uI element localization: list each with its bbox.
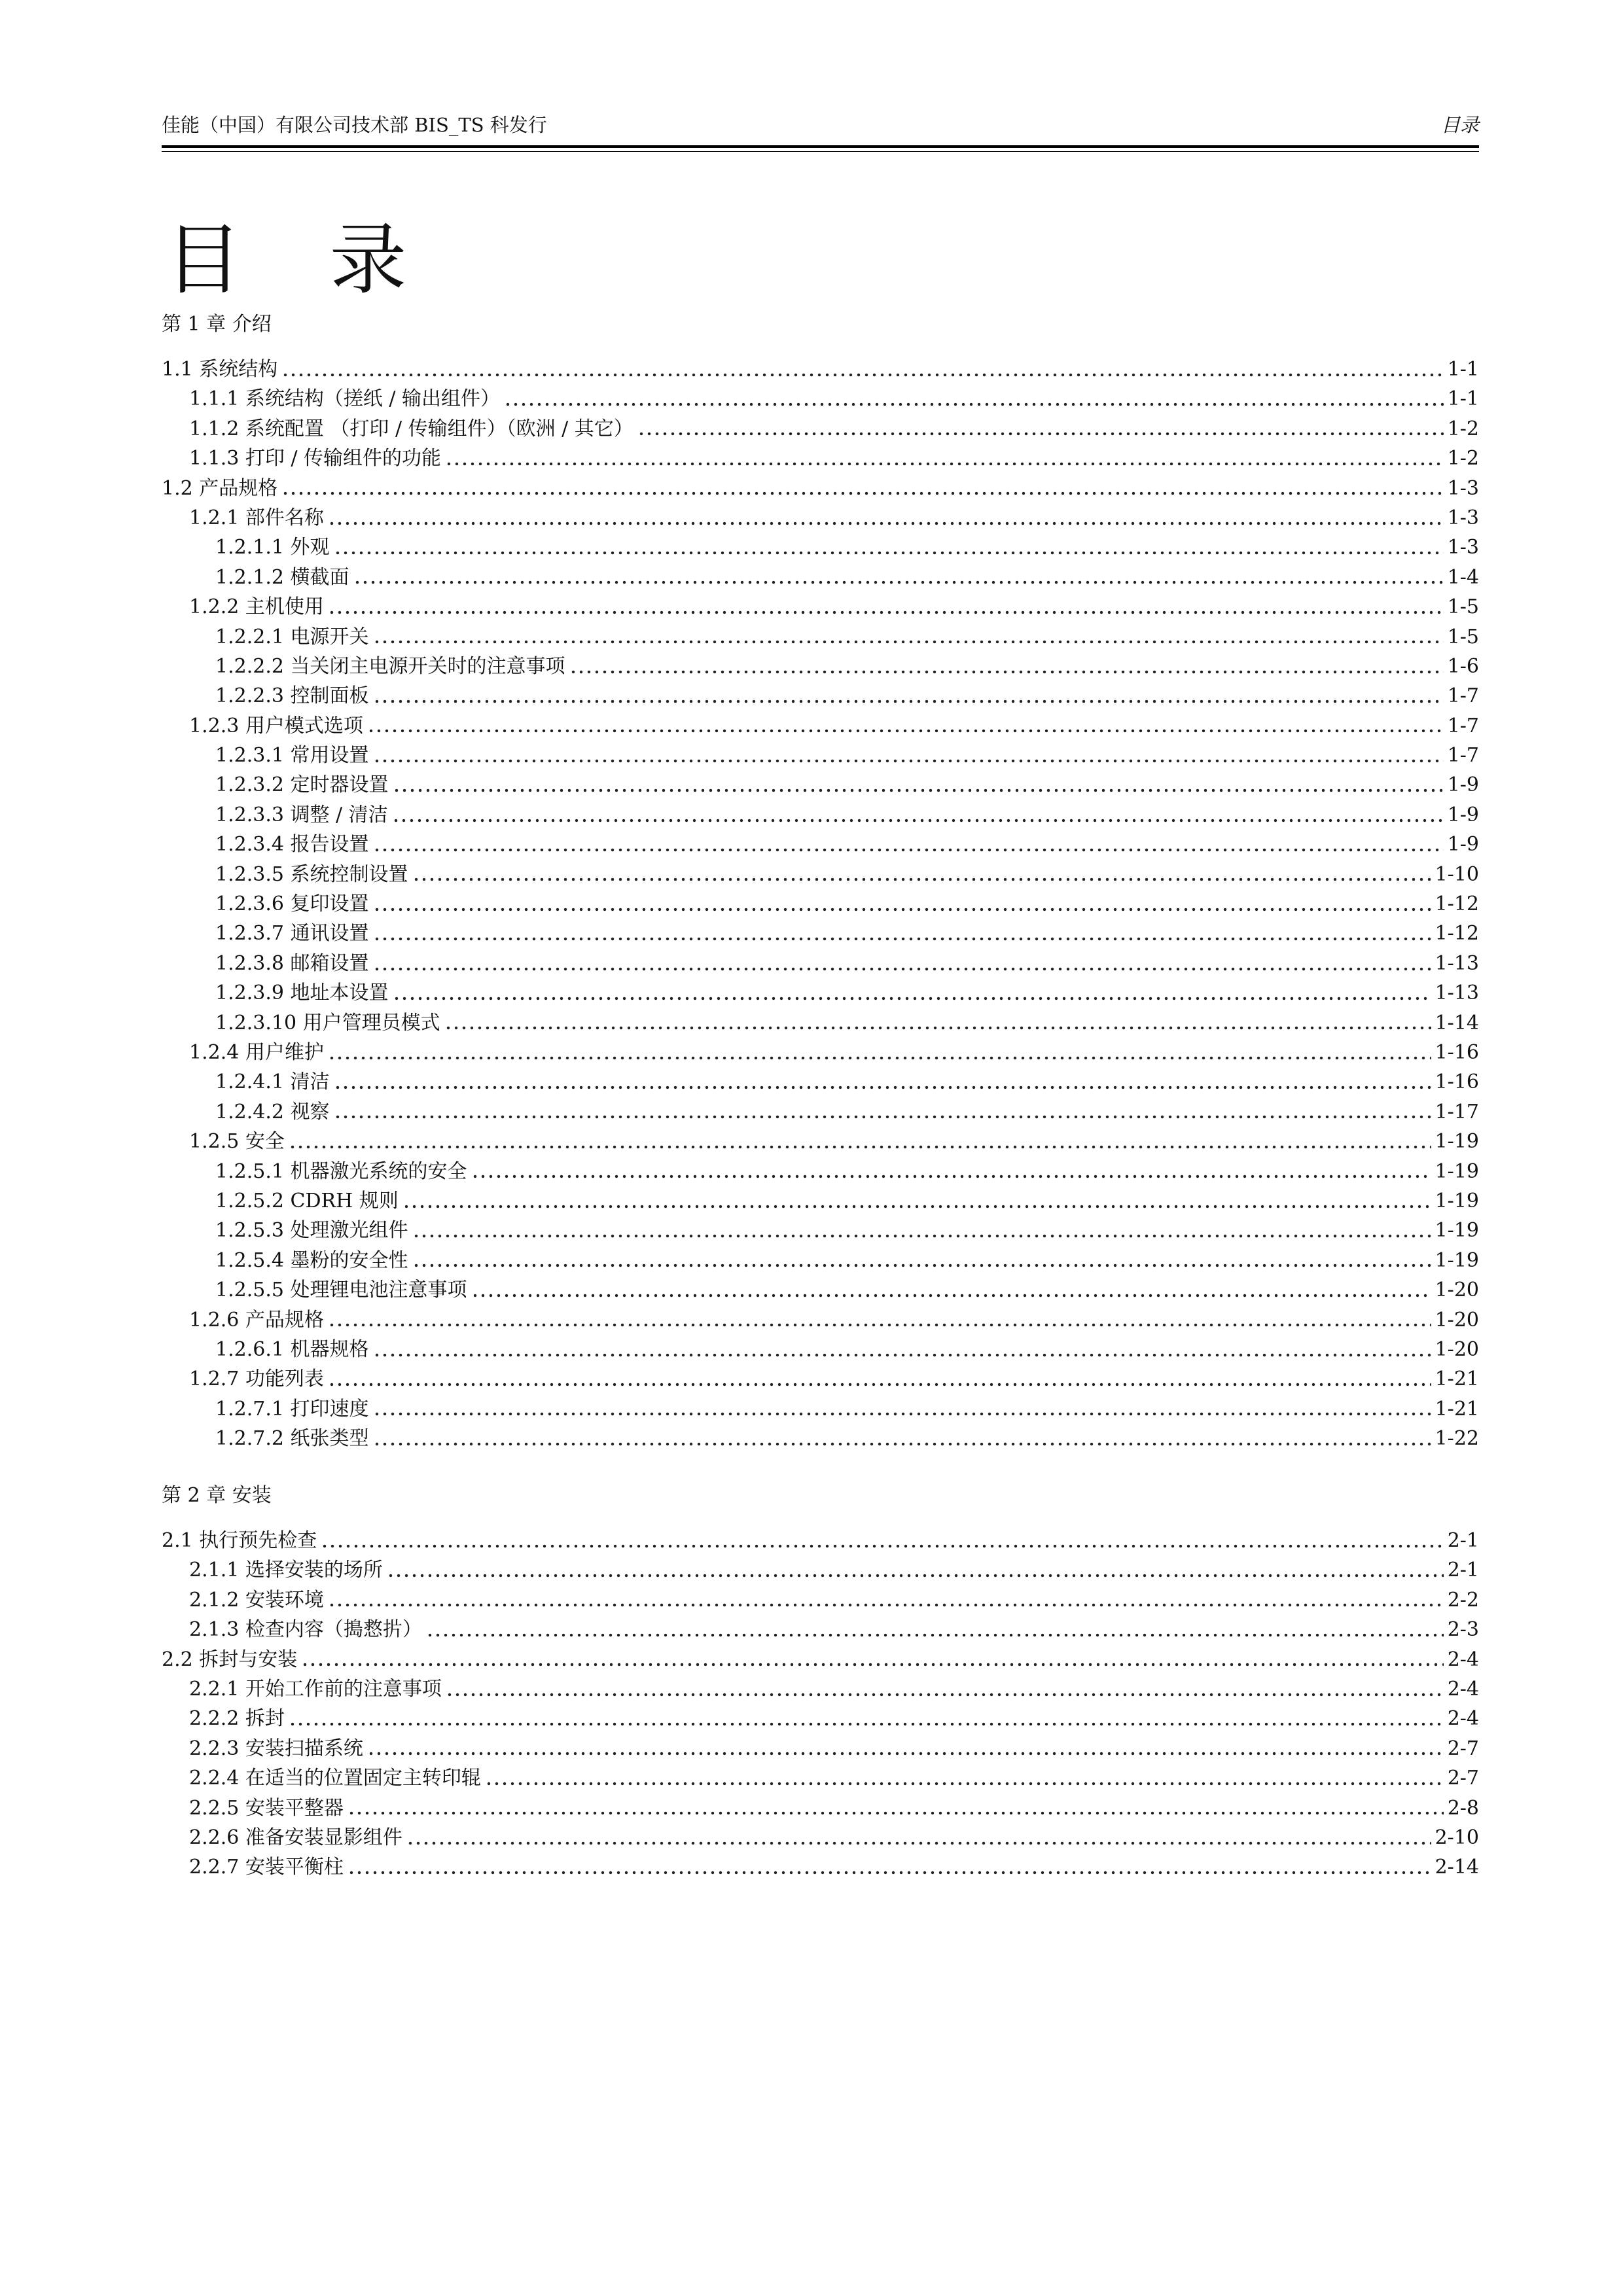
toc-dot-leader: [373, 847, 1444, 853]
toc-entry-label: 1.1.2 系统配置 （打印 / 传输组件）（欧洲 / 其它）: [189, 417, 633, 440]
toc-page-number: 1-16: [1435, 1070, 1479, 1094]
header-publisher: 佳能（中国）有限公司技术部 BIS_TS 科发行: [162, 114, 547, 136]
toc-entry-label: 1.2.7.2 纸张类型: [215, 1427, 369, 1451]
toc-dot-leader: [373, 758, 1444, 764]
toc-entry[interactable]: [162, 622, 1479, 652]
toc-page-number: 1-9: [1447, 773, 1479, 797]
toc-dot-leader: [471, 1173, 1431, 1180]
toc-page-number: 1-7: [1447, 714, 1479, 737]
toc-dot-leader: [353, 579, 1444, 586]
toc-entry-label: 1.2.2.2 当关闭主电源开关时的注意事项: [215, 654, 565, 678]
toc-entry-label: 1.2.6.1 机器规格: [215, 1337, 369, 1361]
toc-entry-label: 1.2.5.3 处理激光组件: [215, 1219, 408, 1243]
toc-entry-label: 1.2.3.5 系统控制设置: [215, 862, 408, 886]
toc-entry[interactable]: [162, 1097, 1479, 1127]
toc-dot-leader: [289, 1144, 1431, 1150]
toc-entry-label: 1.2.3.7 通讯设置: [215, 922, 369, 945]
toc-entry-label: 2.2.4 在适当的位置固定主转印辊: [189, 1767, 481, 1790]
toc-entry[interactable]: [162, 800, 1479, 830]
toc-page-number: 1-21: [1435, 1368, 1479, 1391]
toc-entry[interactable]: [162, 1394, 1479, 1424]
toc-page-number: 2-4: [1447, 1648, 1479, 1671]
toc-entry-label: 1.2.3.6 复印设置: [215, 892, 369, 916]
toc-entry[interactable]: [162, 1067, 1479, 1097]
toc-page-number: 1-19: [1435, 1130, 1479, 1154]
toc-entry[interactable]: [162, 681, 1479, 711]
toc-page-number: 1-13: [1435, 951, 1479, 975]
chapter-gap: [162, 1510, 1479, 1526]
toc-entry-label: 1.2.5.1 机器激光系统的安全: [215, 1159, 467, 1183]
toc-page-number: 1-20: [1435, 1337, 1479, 1361]
toc-page-number: 1-21: [1435, 1397, 1479, 1421]
toc-entry[interactable]: [162, 533, 1479, 562]
toc-entry[interactable]: [162, 1585, 1479, 1615]
toc-dot-leader: [392, 817, 1444, 824]
toc-entry-label: 1.2.3.2 定时器设置: [215, 773, 389, 797]
toc-entry-label: 2.2.5 安装平整器: [189, 1796, 344, 1820]
toc-page-number: 1-9: [1447, 803, 1479, 826]
toc-entry-label: 1.2.2.3 控制面板: [215, 684, 369, 708]
toc-dot-leader: [446, 1691, 1444, 1698]
toc-entry-label: 1.2.5.5 处理锂电池注意事项: [215, 1279, 467, 1302]
toc-entry[interactable]: [162, 860, 1479, 889]
toc-dot-leader: [289, 1721, 1444, 1727]
header-rule-thick: [162, 145, 1479, 148]
toc-page-number: 1-22: [1435, 1427, 1479, 1451]
toc-entry-label: 1.2.3.10 用户管理员模式: [215, 1011, 440, 1034]
toc-entry-label: 1.2.1.1 外观: [215, 536, 330, 559]
toc-entry[interactable]: [162, 711, 1479, 741]
toc-entry[interactable]: [162, 1364, 1479, 1394]
toc-page-number: 1-5: [1447, 595, 1479, 619]
toc-dot-leader: [328, 520, 1444, 527]
toc-entry[interactable]: [162, 1704, 1479, 1733]
toc-entry[interactable]: [162, 1335, 1479, 1364]
toc-entry[interactable]: [162, 741, 1479, 770]
toc-page-number: 2-7: [1447, 1737, 1479, 1760]
header-section-title: 目录: [1440, 114, 1479, 136]
toc-dot-leader: [412, 1262, 1431, 1269]
toc-entry-label: 2.1.3 检查内容（搗慦扸）: [189, 1618, 422, 1642]
toc-page-number: 1-9: [1447, 833, 1479, 857]
toc-page-number: 2-1: [1447, 1529, 1479, 1552]
toc-page-number: 1-17: [1435, 1100, 1479, 1123]
toc-dot-leader: [504, 401, 1444, 408]
toc-dot-leader: [373, 1352, 1431, 1358]
toc-entry[interactable]: [162, 1615, 1479, 1644]
header-rule-thin: [162, 151, 1479, 152]
toc-dot-leader: [328, 1381, 1431, 1388]
toc-entry-label: 2.2.7 安装平衡柱: [189, 1856, 344, 1879]
page-header: [162, 110, 1479, 140]
toc-entry-label: 1.2.3.1 常用设置: [215, 744, 369, 768]
toc-entry-label: 1.2.3.3 调整 / 清洁: [215, 803, 388, 826]
toc-entry[interactable]: [162, 889, 1479, 919]
toc-entry[interactable]: [162, 1008, 1479, 1038]
page-title: 目 录: [165, 215, 438, 306]
toc-page-number: 1-12: [1435, 892, 1479, 916]
toc-dot-leader: [367, 1750, 1444, 1757]
toc-entry[interactable]: [162, 652, 1479, 681]
toc-entry[interactable]: [162, 1127, 1479, 1156]
toc-page-number: 1-19: [1435, 1159, 1479, 1183]
toc-page-number: 2-3: [1447, 1618, 1479, 1642]
toc-page-number: 2-2: [1447, 1588, 1479, 1612]
toc-entry-label: 1.2.4.2 视察: [215, 1100, 330, 1123]
chapter-heading: 第 1 章 介绍: [162, 313, 272, 336]
toc-entry[interactable]: [162, 1275, 1479, 1305]
toc-page-number: 1-10: [1435, 862, 1479, 886]
toc-page-number: 1-7: [1447, 684, 1479, 708]
toc-entry-label: 1.2.5.4 墨粉的安全性: [215, 1248, 408, 1272]
toc-dot-leader: [444, 1025, 1431, 1031]
toc-entry-label: 1.2.1 部件名称: [189, 506, 324, 529]
toc-entry[interactable]: [162, 503, 1479, 533]
toc-page-number: 2-14: [1435, 1856, 1479, 1879]
toc-entry-label: 2.2.6 准备安装显影组件: [189, 1826, 402, 1849]
toc-page-number: 1-6: [1447, 654, 1479, 678]
toc-entry[interactable]: [162, 474, 1479, 503]
toc-entry[interactable]: [162, 1157, 1479, 1186]
toc-page-number: 1-4: [1447, 565, 1479, 589]
toc-page-number: 1-14: [1435, 1011, 1479, 1034]
toc-entry-label: 1.2.3.8 邮箱设置: [215, 951, 369, 975]
toc-page-number: 1-19: [1435, 1189, 1479, 1212]
toc-entry[interactable]: [162, 1823, 1479, 1852]
toc-dot-leader: [637, 431, 1444, 437]
toc-entry-label: 1.2.7.1 打印速度: [215, 1397, 369, 1421]
toc-entry-label: 1.2.2.1 电源开关: [215, 625, 369, 648]
toc-entry-label: 1.2.3.9 地址本设置: [215, 981, 389, 1005]
toc-entry-label: 1.2.2 主机使用: [189, 595, 324, 619]
toc-entry[interactable]: [162, 563, 1479, 592]
toc-entry-label: 1.1.1 系统结构（搓纸 / 输出组件）: [189, 387, 501, 411]
toc-dot-leader: [281, 372, 1443, 378]
toc-dot-leader: [328, 1322, 1431, 1328]
toc-page-number: 1-3: [1447, 536, 1479, 559]
toc-page-number: 1-7: [1447, 744, 1479, 768]
toc-dot-leader: [328, 1055, 1431, 1061]
toc-dot-leader: [387, 1572, 1444, 1579]
toc-page-number: 2-4: [1447, 1707, 1479, 1731]
toc-page-number: 1-16: [1435, 1040, 1479, 1064]
toc-dot-leader: [334, 550, 1444, 556]
toc-dot-leader: [373, 906, 1431, 913]
toc-entry[interactable]: [162, 770, 1479, 800]
toc-dot-leader: [367, 728, 1444, 734]
toc-dot-leader: [412, 876, 1431, 883]
toc-dot-leader: [321, 1543, 1443, 1549]
toc-dot-leader: [373, 936, 1431, 942]
toc-dot-leader: [373, 639, 1444, 645]
toc-chapter-2: [162, 1481, 1479, 1882]
toc-entry[interactable]: [162, 1305, 1479, 1335]
toc-dot-leader: [334, 1114, 1431, 1120]
toc-dot-leader: [373, 698, 1444, 705]
toc-entry[interactable]: [162, 978, 1479, 1008]
toc-entry-label: 2.2 拆封与安装: [162, 1648, 298, 1671]
toc-entry[interactable]: [162, 355, 1479, 384]
toc-entry[interactable]: [162, 1424, 1479, 1453]
toc-dot-leader: [348, 1810, 1444, 1816]
toc-entry-label: 1.2.3.4 报告设置: [215, 833, 369, 857]
toc-entry-label: 1.2.1.2 横截面: [215, 565, 349, 589]
toc-dot-leader: [412, 1233, 1431, 1239]
toc-page-number: 1-2: [1447, 447, 1479, 470]
chapter-gap: [162, 339, 1479, 355]
toc-entry[interactable]: [162, 384, 1479, 414]
toc-entry-label: 2.2.2 拆封: [189, 1707, 285, 1731]
toc-dot-leader: [406, 1840, 1431, 1846]
toc-entry-label: 1.1.3 打印 / 传输组件的功能: [189, 447, 442, 470]
toc-dot-leader: [485, 1780, 1444, 1787]
toc-entry[interactable]: [162, 1852, 1479, 1882]
toc-dot-leader: [426, 1632, 1444, 1638]
toc-page-number: 1-1: [1447, 358, 1479, 381]
toc-dot-leader: [373, 1411, 1431, 1417]
toc-page-number: 1-2: [1447, 417, 1479, 440]
toc-entry[interactable]: [162, 1645, 1479, 1674]
toc-dot-leader: [393, 995, 1431, 1002]
toc-entry-label: 2.1 执行预先检查: [162, 1529, 317, 1552]
toc-entry[interactable]: [162, 919, 1479, 948]
toc-chapter-1: [162, 310, 1479, 1453]
toc-page-number: 1-1: [1447, 387, 1479, 411]
toc-entry[interactable]: [162, 1763, 1479, 1793]
toc-page-number: 1-3: [1447, 506, 1479, 529]
toc-page-number: 2-10: [1435, 1826, 1479, 1849]
toc-entry[interactable]: [162, 1734, 1479, 1763]
toc-entry-label: 1.1 系统结构: [162, 358, 278, 381]
toc-entry[interactable]: [162, 1674, 1479, 1704]
toc-entry[interactable]: [162, 1793, 1479, 1823]
toc-entry-label: 1.2.3 用户模式选项: [189, 714, 363, 737]
toc-entry-label: 2.2.3 安装扫描系统: [189, 1737, 363, 1760]
toc-entry[interactable]: [162, 414, 1479, 444]
toc-entry-label: 1.2.4.1 清洁: [215, 1070, 330, 1094]
toc-page-number: 1-5: [1447, 625, 1479, 648]
toc-page-number: 2-4: [1447, 1677, 1479, 1701]
toc-entry-label: 2.1.2 安装环境: [189, 1588, 324, 1612]
toc-entry-label: 2.2.1 开始工作前的注意事项: [189, 1677, 442, 1701]
toc-page-number: 1-13: [1435, 981, 1479, 1005]
toc-page-number: 1-3: [1447, 476, 1479, 500]
toc-entry-label: 1.2 产品规格: [162, 476, 278, 500]
toc-page-number: 1-19: [1435, 1219, 1479, 1243]
toc-page-number: 1-12: [1435, 922, 1479, 945]
toc-dot-leader: [402, 1203, 1431, 1210]
toc-page-number: 1-20: [1435, 1279, 1479, 1302]
toc-page-number: 1-20: [1435, 1308, 1479, 1332]
toc-dot-leader: [348, 1869, 1431, 1876]
toc-dot-leader: [328, 1602, 1444, 1608]
toc-entry-label: 1.2.6 产品规格: [189, 1308, 324, 1332]
toc-entry[interactable]: [162, 444, 1479, 473]
toc-dot-leader: [471, 1292, 1431, 1299]
toc-page-number: 2-7: [1447, 1767, 1479, 1790]
toc-dot-leader: [373, 966, 1431, 972]
toc-entry-label: 1.2.4 用户维护: [189, 1040, 324, 1064]
toc-entry[interactable]: [162, 1526, 1479, 1555]
toc-entry-label: 1.2.7 功能列表: [189, 1368, 324, 1391]
toc-entry[interactable]: [162, 592, 1479, 622]
toc-dot-leader: [393, 787, 1444, 794]
toc-entry[interactable]: [162, 1246, 1479, 1275]
toc-entry[interactable]: [162, 949, 1479, 978]
toc-entry-label: 2.1.1 选择安装的场所: [189, 1559, 383, 1582]
toc-dot-leader: [301, 1661, 1443, 1668]
toc-entry[interactable]: [162, 1555, 1479, 1585]
toc-entry[interactable]: [162, 1038, 1479, 1067]
toc-entry-label: 1.2.5 安全: [189, 1130, 285, 1154]
toc-page-number: 2-8: [1447, 1796, 1479, 1820]
toc-page-number: 1-19: [1435, 1248, 1479, 1272]
toc-dot-leader: [334, 1084, 1431, 1091]
toc-dot-leader: [569, 669, 1444, 675]
toc-dot-leader: [445, 461, 1444, 467]
toc-entry[interactable]: [162, 1216, 1479, 1245]
toc-dot-leader: [281, 490, 1443, 497]
chapter-heading: 第 2 章 安装: [162, 1484, 272, 1507]
toc-entry[interactable]: [162, 830, 1479, 859]
toc-entry[interactable]: [162, 1186, 1479, 1216]
toc-entry-label: 1.2.5.2 CDRH 规则: [215, 1189, 399, 1212]
toc-dot-leader: [373, 1441, 1431, 1447]
toc-dot-leader: [328, 609, 1444, 616]
toc-page-number: 2-1: [1447, 1559, 1479, 1582]
